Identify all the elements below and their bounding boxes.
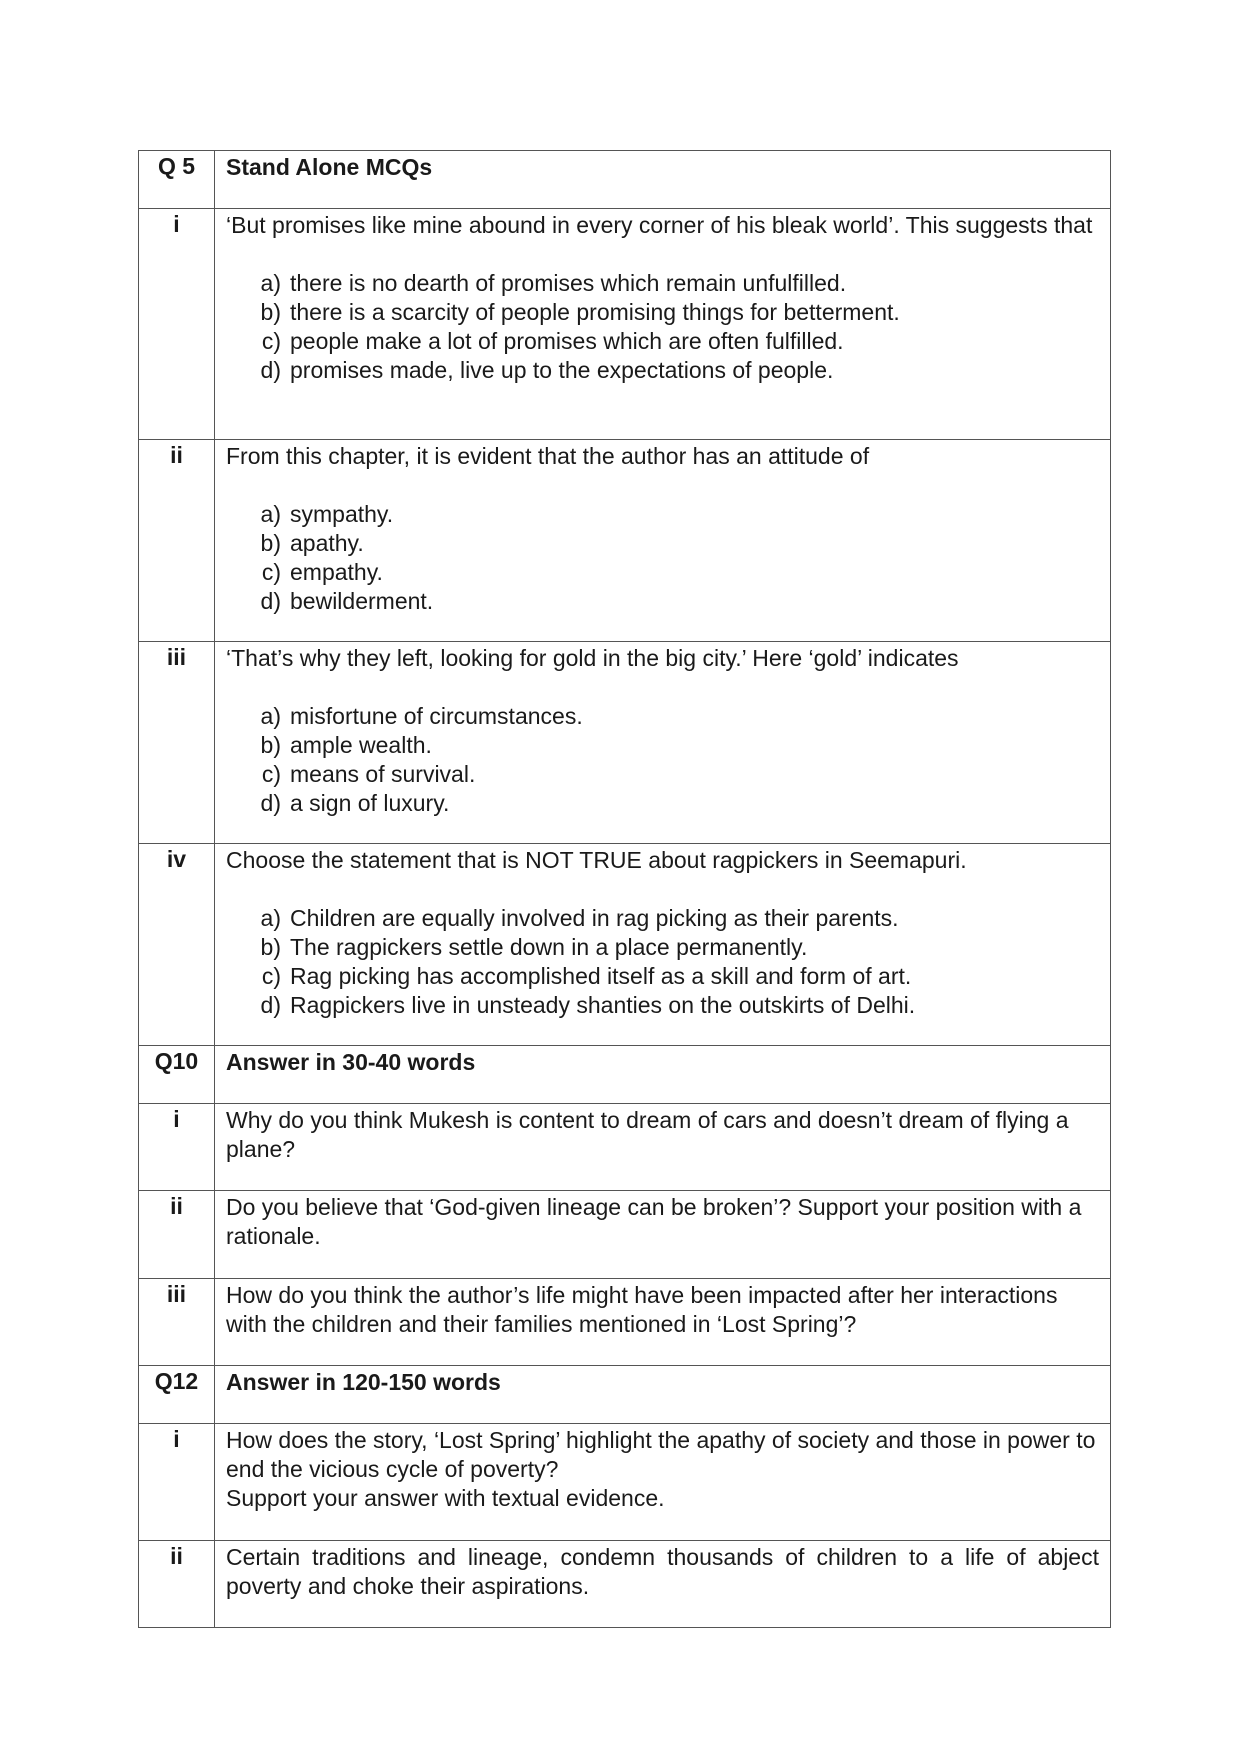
- question-label: i: [139, 1424, 215, 1541]
- option-letter: b): [260, 299, 281, 325]
- question-cell: [215, 844, 1111, 1046]
- question-row: [139, 1191, 1111, 1279]
- question-text: ‘But promises like mine abound in every corner of his bleak world’. This suggests that: [226, 212, 1093, 238]
- option-text: sympathy.: [290, 501, 394, 527]
- option-letter: d): [260, 588, 281, 614]
- option: [226, 904, 1099, 933]
- option-letter: d): [260, 357, 281, 383]
- question-row: [139, 1541, 1111, 1628]
- option-text: The ragpickers settle down in a place permanently.: [290, 934, 808, 960]
- option-letter: a): [260, 501, 281, 527]
- question-row: [139, 1104, 1111, 1191]
- option-letter: a): [260, 905, 281, 931]
- option-letter: a): [260, 703, 281, 729]
- question-row: [139, 1424, 1111, 1541]
- option-text: Ragpickers live in unsteady shanties on the outskirts of Delhi.: [290, 992, 916, 1018]
- question-row: [139, 1279, 1111, 1366]
- option-letter: d): [260, 992, 281, 1018]
- question-label: i: [139, 1104, 215, 1191]
- question-text: Choose the statement that is NOT TRUE about ragpickers in Seemapuri.: [226, 847, 967, 873]
- option-text: there is no dearth of promises which remain unfulfilled.: [290, 270, 847, 296]
- question-label: ii: [139, 1191, 215, 1279]
- option-letter: c): [261, 559, 281, 585]
- option-text: Children are equally involved in rag picking as their parents.: [290, 905, 899, 931]
- option-letter: a): [260, 270, 281, 296]
- option: [226, 991, 1099, 1020]
- question-cell: [215, 1279, 1111, 1366]
- option-list: [226, 500, 1099, 616]
- option-text: Rag picking has accomplished itself as a skill and form of art.: [290, 963, 912, 989]
- question-row: [139, 209, 1111, 440]
- option: [226, 789, 1099, 818]
- question-text: How do you think the author’s life might have been impacted after her interactions with the children and their families mentioned in ‘Lost Spring’?: [226, 1282, 1058, 1337]
- option-letter: c): [261, 963, 281, 989]
- option-list: [226, 269, 1099, 385]
- question-label: ii: [139, 440, 215, 642]
- question-label: iii: [139, 642, 215, 844]
- question-text: How does the story, ‘Lost Spring’ highlight the apathy of society and those in power to end the vicious cycle of poverty?: [226, 1427, 1096, 1482]
- question-label: iv: [139, 844, 215, 1046]
- question-row: [139, 642, 1111, 844]
- option-text: a sign of luxury.: [290, 790, 450, 816]
- section-number: Q 5: [139, 151, 215, 209]
- section-number: Q12: [139, 1366, 215, 1424]
- option: [226, 529, 1099, 558]
- section-heading: Stand Alone MCQs: [215, 151, 1111, 209]
- option-text: means of survival.: [290, 761, 476, 787]
- option: [226, 558, 1099, 587]
- option-letter: b): [260, 934, 281, 960]
- section-header-row: [139, 151, 1111, 209]
- section-header-row: [139, 1366, 1111, 1424]
- option-text: empathy.: [290, 559, 383, 585]
- question-text: From this chapter, it is evident that the author has an attitude of: [226, 443, 870, 469]
- option-letter: b): [260, 732, 281, 758]
- option: [226, 933, 1099, 962]
- section-number: Q10: [139, 1046, 215, 1104]
- question-text: Why do you think Mukesh is content to dream of cars and doesn’t dream of flying a plane?: [226, 1107, 1069, 1162]
- question-text: Certain traditions and lineage, condemn thousands of children to a life of abject poverty and choke their aspirations.: [226, 1544, 1099, 1599]
- option: [226, 731, 1099, 760]
- option: [226, 702, 1099, 731]
- question-text: Do you believe that ‘God-given lineage can be broken’? Support your position with a rationale.: [226, 1194, 1082, 1249]
- question-cell: [215, 642, 1111, 844]
- option: [226, 298, 1099, 327]
- option-text: there is a scarcity of people promising things for betterment.: [290, 299, 900, 325]
- option-letter: c): [261, 761, 281, 787]
- option-letter: b): [260, 530, 281, 556]
- question-label: ii: [139, 1541, 215, 1628]
- question-cell: [215, 1541, 1111, 1628]
- question-row: [139, 440, 1111, 642]
- section-heading: Answer in 30-40 words: [215, 1046, 1111, 1104]
- option-text: people make a lot of promises which are often fulfilled.: [290, 328, 844, 354]
- option: [226, 327, 1099, 356]
- section-header-row: [139, 1046, 1111, 1104]
- section-heading: Answer in 120-150 words: [215, 1366, 1111, 1424]
- option: [226, 356, 1099, 385]
- question-row: [139, 844, 1111, 1046]
- question-label: i: [139, 209, 215, 440]
- question-cell: [215, 1104, 1111, 1191]
- option: [226, 760, 1099, 789]
- option-list: [226, 904, 1099, 1020]
- option-text: apathy.: [290, 530, 364, 556]
- question-text: ‘That’s why they left, looking for gold in the big city.’ Here ‘gold’ indicates: [226, 645, 959, 671]
- question-cell: [215, 440, 1111, 642]
- option-list: [226, 702, 1099, 818]
- option-text: bewilderment.: [290, 588, 434, 614]
- option: [226, 587, 1099, 616]
- question-cell: [215, 209, 1111, 440]
- option: [226, 269, 1099, 298]
- question-label: iii: [139, 1279, 215, 1366]
- question-cell: [215, 1424, 1111, 1541]
- question-table: [138, 150, 1111, 1628]
- option-text: ample wealth.: [290, 732, 432, 758]
- option-letter: c): [261, 328, 281, 354]
- question-cell: [215, 1191, 1111, 1279]
- option-letter: d): [260, 790, 281, 816]
- question-instruction: Support your answer with textual evidence.: [226, 1485, 665, 1511]
- option-text: misfortune of circumstances.: [290, 703, 583, 729]
- option: [226, 962, 1099, 991]
- option: [226, 500, 1099, 529]
- option-text: promises made, live up to the expectations of people.: [290, 357, 834, 383]
